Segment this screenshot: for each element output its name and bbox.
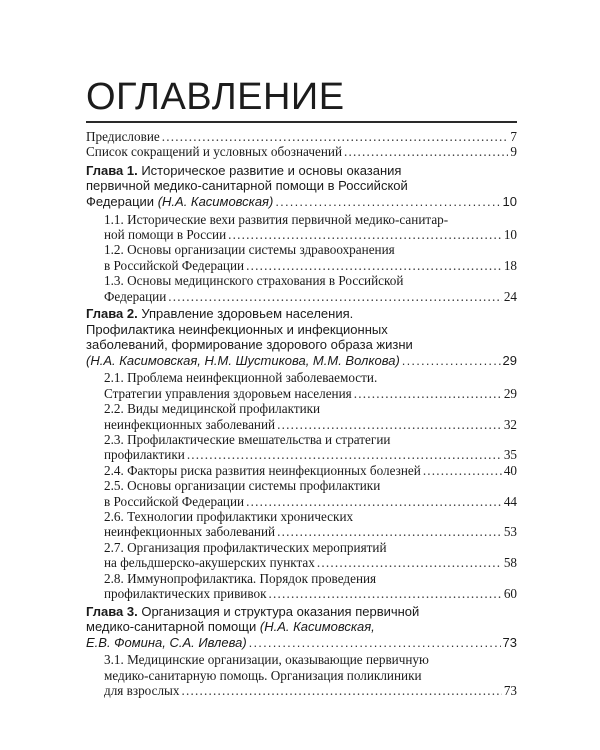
page-number: 60 xyxy=(503,586,517,602)
page-number: 24 xyxy=(503,288,517,304)
page-number: 29 xyxy=(502,352,517,368)
chapter-title-part: первичной медико-санитарной помощи в Российской xyxy=(86,178,408,194)
chapter-title-part: Управление здоровьем населения. xyxy=(137,306,354,322)
section-title-part: 2.8. Иммунопрофилактика. Порядок проведения xyxy=(104,570,377,586)
dot-leader xyxy=(344,144,508,159)
chapter-title-part: заболеваний, формирование здорового образа жизни xyxy=(86,337,413,353)
page-number: 10 xyxy=(502,194,517,209)
dot-leader xyxy=(246,494,502,509)
title-underline xyxy=(86,121,517,123)
dot-leader xyxy=(162,129,509,144)
page-number: 58 xyxy=(503,555,517,571)
dot-leader xyxy=(402,353,501,369)
page-number: 35 xyxy=(503,447,517,463)
section-title-part: 2.4. Факторы риска развития неинфекционных болезней xyxy=(104,462,421,478)
dot-leader xyxy=(246,258,502,273)
chapter-authors: Е.В. Фомина, С.А. Ивлева) xyxy=(86,634,247,650)
section-title-part: неинфекционных заболеваний xyxy=(104,416,276,432)
section-title-part: в Российской Федерации xyxy=(104,257,245,273)
section-title-part: неинфекционных заболеваний xyxy=(104,524,276,540)
section-title-part: медико-санитарную помощь. Организация поликлиники xyxy=(104,667,422,683)
dot-leader xyxy=(269,586,502,601)
page-number: 53 xyxy=(503,524,517,540)
toc-chapter-3[interactable] xyxy=(86,604,517,651)
section-title-part: 2.6. Технологии профилактики хронических xyxy=(104,509,354,525)
section-title-part: Стратегии управления здоровьем населения xyxy=(104,385,352,401)
toc-entry-text: Предисловие xyxy=(86,129,160,144)
section-title-part: 1.1. Исторические вехи развития первичной медико-санитар- xyxy=(104,211,449,227)
section-title-part: 2.1. Проблема неинфекционной заболеваемости. xyxy=(104,370,378,386)
toc-section-2-1[interactable] xyxy=(86,370,517,401)
toc-section-2-8[interactable] xyxy=(86,571,517,602)
page-number: 29 xyxy=(503,385,517,401)
toc-section-2-7[interactable] xyxy=(86,540,517,571)
toc-section-1-3[interactable] xyxy=(86,273,517,304)
chapter-authors: (Н.А. Касимовская) xyxy=(157,194,274,209)
toc-entry-abbreviations[interactable] xyxy=(86,144,517,159)
chapter-authors: (Н.А. Касимовская, xyxy=(259,619,375,635)
page-number: 32 xyxy=(503,416,517,432)
section-title-part: Федерации xyxy=(104,288,167,304)
section-title-part: 2.7. Организация профилактических мероприятий xyxy=(104,539,387,555)
dot-leader xyxy=(228,227,502,242)
toc-chapter-1[interactable] xyxy=(86,163,517,210)
dot-leader xyxy=(168,289,502,304)
dot-leader xyxy=(354,386,502,401)
chapter-title-part: Федерации xyxy=(86,194,158,209)
dot-leader xyxy=(277,417,502,432)
dot-leader xyxy=(277,524,502,539)
section-title-part: 2.3. Профилактические вмешательства и стратегии xyxy=(104,432,391,448)
section-title-part: 2.2. Виды медицинской профилактики xyxy=(104,401,321,417)
chapter-title-part: медико-санитарной помощи xyxy=(86,619,260,635)
chapter-label: Глава 3. xyxy=(86,603,138,619)
toc-section-2-3[interactable] xyxy=(86,432,517,463)
section-title-part: профилактики xyxy=(104,447,185,463)
section-title-part: ной помощи в России xyxy=(104,227,227,242)
chapter-authors: (Н.А. Касимовская, Н.М. Шустикова, М.М. Волкова) xyxy=(86,352,400,368)
page-title: ОГЛАВЛЕНИЕ xyxy=(86,76,345,118)
section-title-part: 1.2. Основы организации системы здравоохранения xyxy=(104,242,395,258)
toc-chapter-2[interactable] xyxy=(86,306,517,368)
chapter-title-part: Историческое развитие и основы оказания xyxy=(137,162,402,178)
chapter-label: Глава 1. xyxy=(86,162,138,178)
dot-leader xyxy=(249,635,501,651)
page-number: 40 xyxy=(503,462,517,478)
toc-entry-preface[interactable] xyxy=(86,129,517,144)
dot-leader xyxy=(182,683,502,698)
dot-leader xyxy=(317,555,502,570)
toc-section-3-1[interactable] xyxy=(86,652,517,698)
page-number: 44 xyxy=(503,493,517,509)
page-number: 73 xyxy=(502,634,517,650)
page-number: 7 xyxy=(510,129,517,144)
page-number: 73 xyxy=(503,683,517,699)
section-title-part: 3.1. Медицинские организации, оказывающие первичную xyxy=(104,652,429,668)
toc-section-2-2[interactable] xyxy=(86,401,517,432)
chapter-label: Глава 2. xyxy=(86,306,138,322)
toc-section-2-5[interactable] xyxy=(86,478,517,509)
toc-section-1-1[interactable] xyxy=(86,212,517,243)
dot-leader xyxy=(275,194,500,210)
dot-leader xyxy=(187,447,502,462)
chapter-title-part: Организация и структура оказания первичной xyxy=(137,603,420,619)
toc-section-2-4[interactable] xyxy=(86,463,517,478)
section-title-part: 2.5. Основы организации системы профилактики xyxy=(104,478,381,494)
page-number: 18 xyxy=(503,257,517,273)
dot-leader xyxy=(423,463,502,478)
toc-entry-text: Список сокращений и условных обозначений xyxy=(86,144,342,160)
section-title-part: для взрослых xyxy=(104,683,180,699)
page-number: 10 xyxy=(503,227,517,242)
toc-section-1-2[interactable] xyxy=(86,242,517,273)
section-title-part: в Российской Федерации xyxy=(104,493,245,509)
section-title-part: на фельдшерско-акушерских пунктах xyxy=(104,555,315,571)
toc-section-2-6[interactable] xyxy=(86,509,517,540)
table-of-contents xyxy=(86,129,517,699)
page-number: 9 xyxy=(510,144,517,160)
chapter-title-part: Профилактика неинфекционных и инфекционных xyxy=(86,321,388,337)
section-title-part: 1.3. Основы медицинского страхования в Российской xyxy=(104,273,404,289)
section-title-part: профилактических прививок xyxy=(104,586,267,602)
